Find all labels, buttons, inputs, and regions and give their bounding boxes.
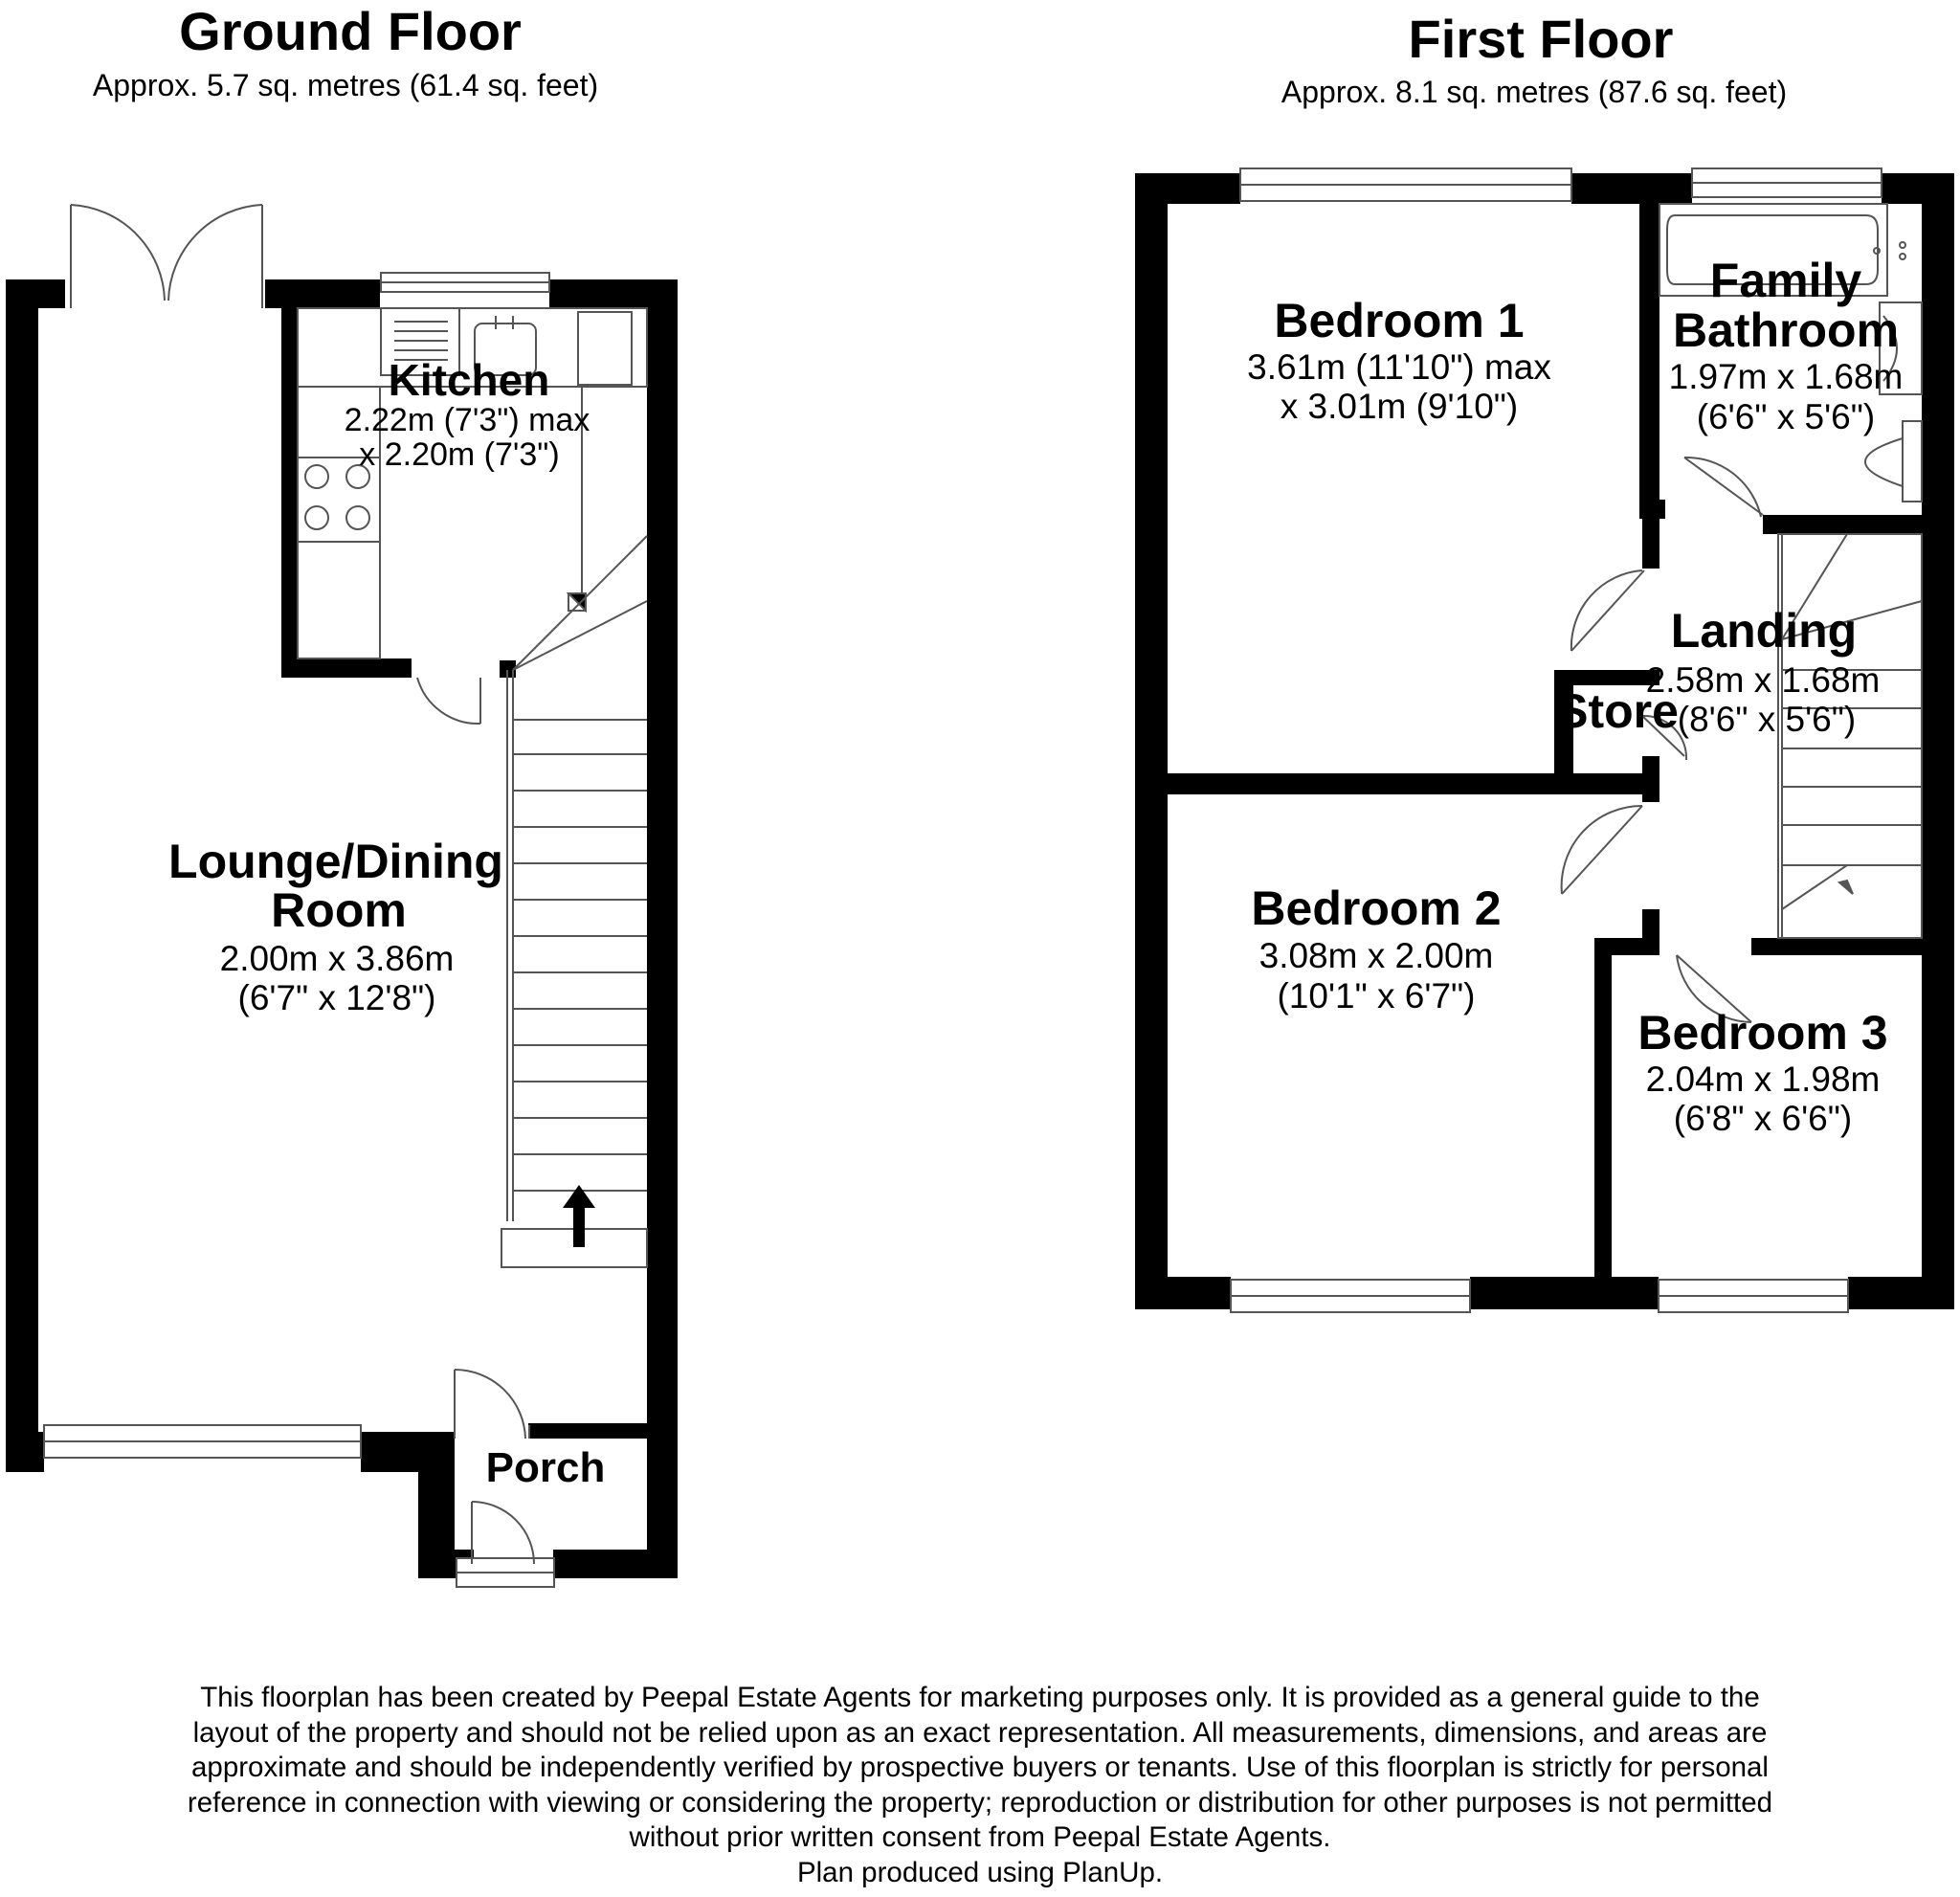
- stairs-up-arrow-icon: [563, 1185, 595, 1247]
- bedroom3-dims-line1: 2.04m x 1.98m: [1645, 1060, 1881, 1099]
- first-floor-title: First Floor: [1408, 9, 1674, 69]
- ground-floor-staircase: [501, 536, 647, 1267]
- first-floor-area: Approx. 8.1 sq. metres (87.6 sq. feet): [1281, 75, 1788, 109]
- bedroom3-name: Bedroom 3: [1637, 1006, 1888, 1060]
- french-doors: [71, 205, 262, 308]
- bathroom-name-line1: Family: [1709, 254, 1862, 307]
- first-floor-doors: [1562, 458, 1763, 1022]
- ground-floor-area: Approx. 5.7 sq. metres (61.4 sq. feet): [92, 68, 599, 102]
- ground-floor-title: Ground Floor: [179, 1, 522, 61]
- room-store: [1556, 684, 1679, 738]
- disclaimer-line: approximate and should be independently verified by prospective buyers or tenants. Use of this floorplan is strictly for personal: [191, 1752, 1769, 1783]
- porch-name: Porch: [485, 1444, 606, 1491]
- bedroom1-dims-line2: x 3.01m (9'10"): [1280, 387, 1519, 426]
- landing-name: Landing: [1670, 604, 1858, 658]
- lounge-name-line2: Room: [271, 883, 407, 937]
- landing-dims-line1: 2.58m x 1.68m: [1645, 660, 1881, 700]
- room-porch: [486, 1444, 606, 1491]
- kitchen-name: Kitchen: [388, 355, 550, 405]
- bedroom1-dims-line1: 3.61m (11'10") max: [1247, 347, 1551, 387]
- disclaimer-line: reference in connection with viewing or considering the property; reproduction or distribution for other purposes is not permitted: [187, 1786, 1773, 1819]
- room-lounge-dining: [168, 835, 503, 1017]
- lounge-name-line1: Lounge/Dining: [168, 835, 503, 888]
- bedroom1-name: Bedroom 1: [1274, 294, 1525, 347]
- first-floor-plan: [1135, 9, 1954, 1312]
- disclaimer: [115, 1681, 1845, 1890]
- bedroom2-name: Bedroom 2: [1251, 882, 1502, 935]
- bedroom3-dims-line2: (6'8" x 6'6"): [1673, 1099, 1853, 1138]
- bedroom2-dims-line1: 3.08m x 2.00m: [1258, 936, 1494, 975]
- lounge-dims-line2: (6'7" x 12'8"): [237, 978, 436, 1017]
- ground-floor-plan: [6, 1, 678, 1587]
- disclaimer-line: This floorplan has been created by Peepal Estate Agents for marketing purposes only. It is provided as a general guide to the: [200, 1682, 1760, 1713]
- bathroom-name-line2: Bathroom: [1672, 303, 1900, 357]
- room-bedroom-2: [1251, 882, 1501, 1015]
- kitchen-dims-line2: x 2.20m (7'3"): [359, 436, 560, 473]
- bedroom2-dims-line2: (10'1" x 6'7"): [1277, 976, 1476, 1015]
- kitchen-door: [417, 678, 480, 724]
- room-bedroom-3: [1637, 1006, 1887, 1138]
- landing-dims-line2: (8'6" x 5'6"): [1677, 700, 1857, 739]
- bathroom-dims-line1: 1.97m x 1.68m: [1668, 357, 1904, 396]
- room-family-bathroom: [1669, 254, 1904, 436]
- disclaimer-line: without prior written consent from Peepal Estate Agents.: [629, 1821, 1331, 1853]
- disclaimer-line: Plan produced using PlanUp.: [796, 1856, 1164, 1888]
- room-bedroom-1: [1247, 294, 1551, 426]
- room-landing: [1646, 604, 1881, 739]
- store-name: Store: [1556, 684, 1679, 738]
- disclaimer-line: layout of the property and should not be relied upon as an exact representation. All measurements, dimensions, and areas are: [192, 1716, 1768, 1749]
- bathroom-dims-line2: (6'6" x 5'6"): [1696, 397, 1876, 436]
- kitchen-dims-line1: 2.22m (7'3") max: [344, 402, 590, 438]
- lounge-dims-line1: 2.00m x 3.86m: [219, 939, 455, 978]
